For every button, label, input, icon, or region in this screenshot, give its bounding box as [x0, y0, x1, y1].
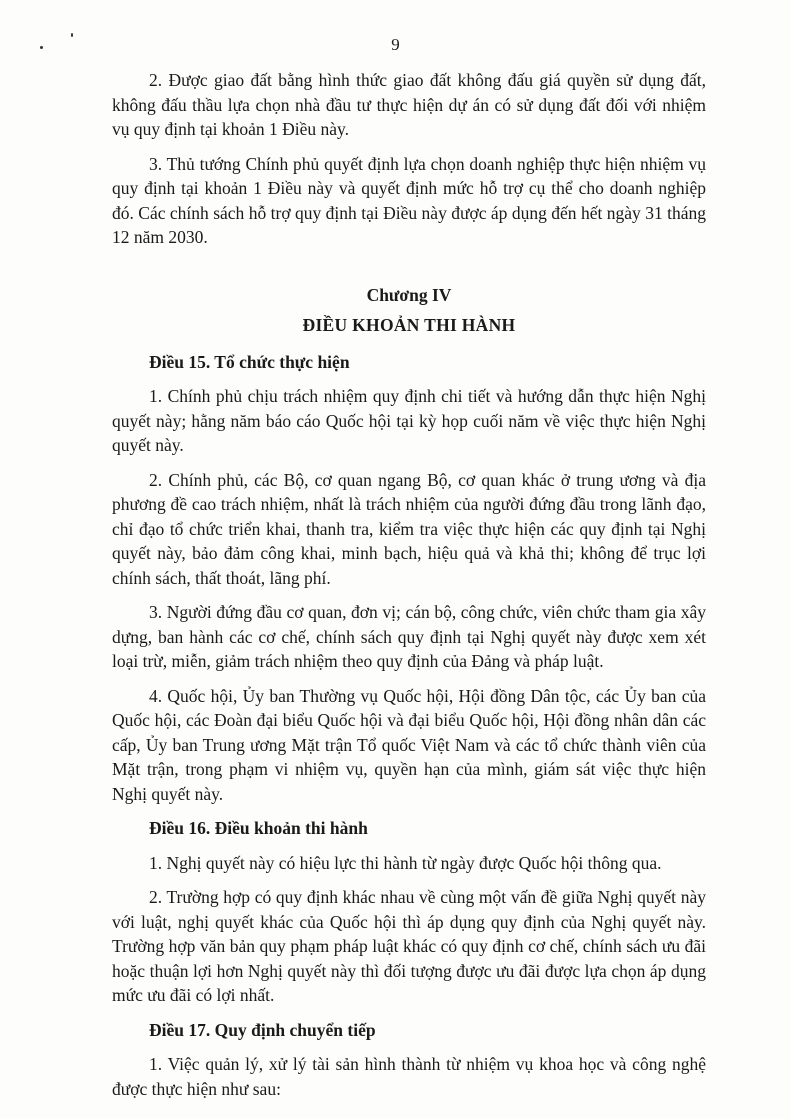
paragraph: 3. Thủ tướng Chính phủ quyết định lựa chọn doanh nghiệp thực hiện nhiệm vụ quy định tại khoản 1 Điều này và quyết định mức hỗ trợ cụ thể cho doanh nghiệp đó. Các chính sách hỗ trợ quy định tại Điều này được áp dụng đến hết ngày 31 tháng 12 năm 2030.: [112, 153, 706, 247]
article-15-clause: 4. Quốc hội, Ủy ban Thường vụ Quốc hội, Hội đồng Dân tộc, các Ủy ban của Quốc hội, các Đoàn đại biểu Quốc hội và đại biểu Quốc hội, Hội đồng nhân dân các cấp, Ủy ban Trung ương Mặt trận Tổ quốc Việt Nam và các tổ chức thành viên của Mặt trận, trong phạm vi nhiệm vụ, quyền hạn của mình, giám sát việc thực hiện Nghị quyết này.: [112, 685, 706, 804]
article-16-title: Điều 16. Điều khoản thi hành: [149, 818, 368, 838]
article-17-clause: 1. Việc quản lý, xử lý tài sản hình thành từ nhiệm vụ khoa học và công nghệ được thực hiện như sau:: [112, 1054, 706, 1099]
article-17-title: Điều 17. Quy định chuyển tiếp: [149, 1019, 376, 1040]
article-16-clause: 2. Trường hợp có quy định khác nhau về cùng một vấn đề giữa Nghị quyết này với luật, nghị quyết khác của Quốc hội thì áp dụng quy định của Nghị quyết này. Trường hợp văn bản quy phạm pháp luật khác có quy định cơ chế, chính sách ưu đãi hoặc thuận lợi hơn Nghị quyết này thì đối tượng được ưu đãi được lựa chọn áp dụng mức ưu đãi có lợi nhất.: [112, 887, 706, 1005]
document-body: [112, 68, 706, 1111]
article-15-clause: 3. Người đứng đầu cơ quan, đơn vị; cán bộ, công chức, viên chức tham gia xây dựng, ban hành các cơ chế, chính sách quy định tại Nghị quyết này được xem xét loại trừ, miễn, giảm trách nhiệm theo quy định của Đảng và pháp luật.: [112, 602, 706, 671]
article-16-clause: 1. Nghị quyết này có hiệu lực thi hành từ ngày được Quốc hội thông qua.: [149, 852, 662, 873]
page-number: 9: [391, 35, 400, 54]
chapter-number: Chương IV: [366, 284, 452, 305]
article-15-clause: 1. Chính phủ chịu trách nhiệm quy định chi tiết và hướng dẫn thực hiện Nghị quyết này; hằng năm báo cáo Quốc hội tại kỳ họp cuối năm về việc thực hiện Nghị quyết này.: [112, 386, 706, 455]
article-15-clause: 2. Chính phủ, các Bộ, cơ quan ngang Bộ, cơ quan khác ở trung ương và địa phương đề cao trách nhiệm, nhất là trách nhiệm của người đứng đầu trong lãnh đạo, chỉ đạo tổ chức triển khai, thanh tra, kiểm tra việc thực hiện các quy định tại Nghị quyết này, bảo đảm công khai, minh bạch, hiệu quả và khả thi; không để trục lợi chính sách, thất thoát, lãng phí.: [112, 469, 706, 588]
chapter-title: ĐIỀU KHOẢN THI HÀNH: [302, 314, 516, 335]
article-15-title: Điều 15. Tổ chức thực hiện: [149, 351, 350, 372]
paragraph: 2. Được giao đất bằng hình thức giao đất không đấu giá quyền sử dụng đất, không đấu thầu lựa chọn nhà đầu tư thực hiện dự án có sử dụng đất đối với nhiệm vụ quy định tại khoản 1 Điều này.: [112, 70, 706, 139]
